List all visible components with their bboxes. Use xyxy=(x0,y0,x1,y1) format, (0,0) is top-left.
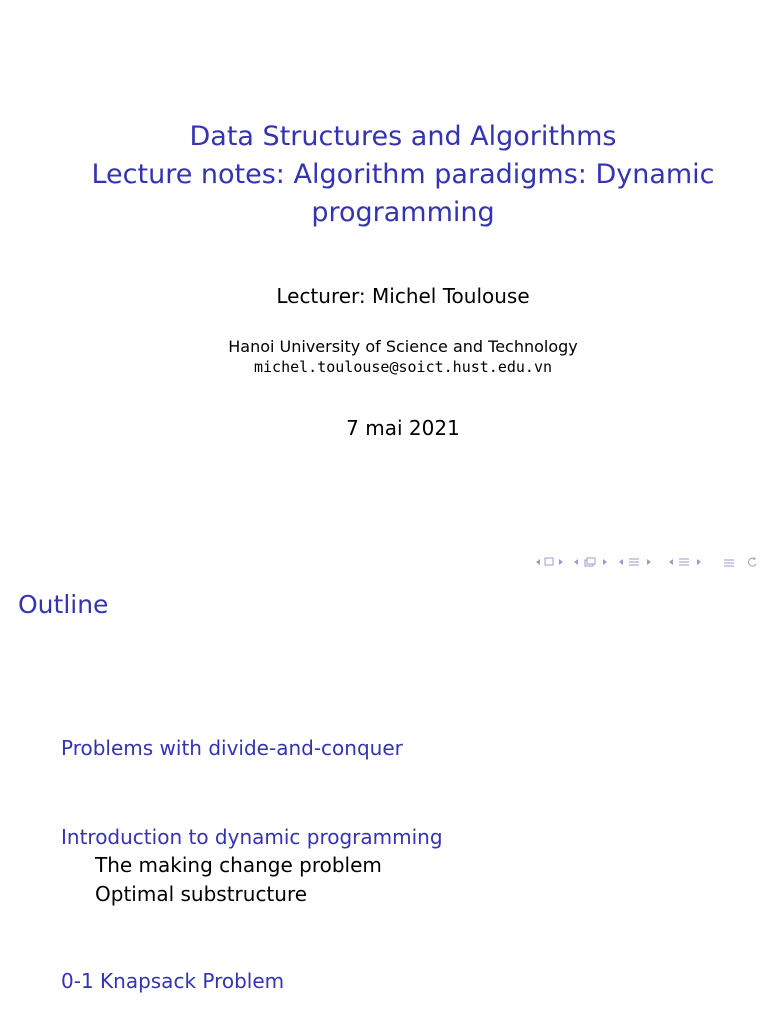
toc-subsection-making-change[interactable]: The making change problem xyxy=(95,853,382,877)
nav-search-icon[interactable] xyxy=(746,555,760,572)
nav-menu-icon[interactable] xyxy=(720,555,742,572)
title-line-3: programming xyxy=(311,197,495,228)
presentation-title xyxy=(0,118,768,232)
lecturer-name: Lecturer: Michel Toulouse xyxy=(276,284,530,308)
beamer-navigation-bar xyxy=(534,555,768,573)
outline-slide xyxy=(0,576,768,1024)
toc-section-knapsack[interactable]: 0-1 Knapsack Problem xyxy=(61,969,285,993)
toc-subsection-optimal-substructure[interactable]: Optimal substructure xyxy=(95,882,308,906)
lecturer-email: michel.toulouse@soict.hust.edu.vn xyxy=(253,358,552,376)
nav-section-icon[interactable] xyxy=(667,555,717,572)
frame-title: Outline xyxy=(18,590,109,619)
nav-slide-icon[interactable] xyxy=(534,555,568,572)
title-line-2: Lecture notes: Algorithm paradigms: Dynamic xyxy=(91,159,715,190)
institute-name: Hanoi University of Science and Technology xyxy=(228,337,578,356)
title-line-1: Data Structures and Algorithms xyxy=(189,121,617,152)
toc-section-divide-and-conquer[interactable]: Problems with divide-and-conquer xyxy=(61,736,403,760)
nav-subsection-icon[interactable] xyxy=(617,555,663,572)
toc-section-dynamic-programming[interactable]: Introduction to dynamic programming xyxy=(61,825,443,849)
presentation-date: 7 mai 2021 xyxy=(346,416,460,440)
nav-frame-icon[interactable] xyxy=(572,555,614,572)
